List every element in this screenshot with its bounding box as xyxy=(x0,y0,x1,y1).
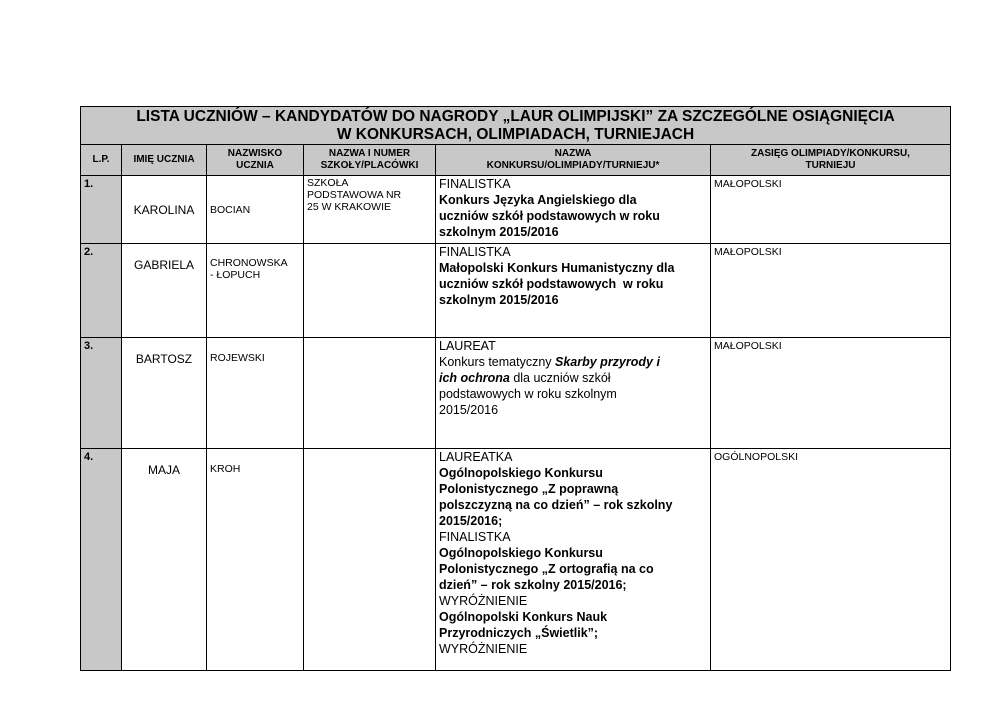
konkurs-line: 2015/2016 xyxy=(439,403,499,417)
row-szkola xyxy=(304,449,436,671)
table-row xyxy=(81,338,951,449)
konkurs-line: podstawowych w roku szkolnym xyxy=(439,387,617,401)
row-szkola xyxy=(304,176,436,244)
row-konkurs xyxy=(436,244,711,338)
header-zasieg-l1: ZASIĘG OLIMPIADY/KONKURSU, xyxy=(751,148,910,159)
row-lp: 1. xyxy=(81,176,122,244)
row-imie: GABRIELA xyxy=(122,244,207,338)
title-line-2: W KONKURSACH, OLIMPIADACH, TURNIEJACH xyxy=(336,126,695,143)
row-lp: 3. xyxy=(81,338,122,449)
row-nazwisko: ROJEWSKI xyxy=(207,338,304,449)
row-zasieg: MAŁOPOLSKI xyxy=(711,338,951,449)
table-row xyxy=(81,244,951,338)
header-nazwisko-l1: NAZWISKO xyxy=(227,148,283,159)
konkurs-line: szkolnym 2015/2016 xyxy=(439,225,559,239)
konkurs-title-italic: Skarby przyrody i xyxy=(555,355,660,369)
row-szkola-l3: 25 W KRAKOWIE xyxy=(307,201,392,213)
header-nazwisko xyxy=(207,145,304,176)
header-szkola xyxy=(304,145,436,176)
konkurs-status: FINALISTKA xyxy=(439,177,511,191)
row-konkurs xyxy=(436,449,711,671)
konkurs-line: Ogólnopolskiego Konkursu xyxy=(439,466,603,480)
row-lp: 2. xyxy=(81,244,122,338)
konkurs-line: Ogólnopolski Konkurs Nauk xyxy=(439,610,608,624)
candidates-table xyxy=(80,106,951,671)
row-nazwisko: BOCIAN xyxy=(207,176,304,244)
konkurs-status: LAUREAT xyxy=(439,339,496,353)
row-imie: KAROLINA xyxy=(122,176,207,244)
row-nazwisko: KROH xyxy=(207,449,304,671)
row-zasieg: MAŁOPOLSKI xyxy=(711,176,951,244)
konkurs-text: Konkurs tematyczny xyxy=(439,355,556,369)
konkurs-line: Ogólnopolskiego Konkursu xyxy=(439,546,603,560)
konkurs-line: Przyrodniczych „Świetlik”; xyxy=(439,626,599,640)
title-line-1: LISTA UCZNIÓW – KANDYDATÓW DO NAGRODY „LAUR OLIMPIJSKI” ZA SZCZEGÓLNE OSIĄGNIĘCIA xyxy=(136,108,895,125)
row-zasieg: MAŁOPOLSKI xyxy=(711,244,951,338)
header-zasieg xyxy=(711,145,951,176)
row-szkola xyxy=(304,338,436,449)
konkurs-title-italic: ich ochrona xyxy=(439,371,510,385)
row-imie: BARTOSZ xyxy=(122,338,207,449)
table-title xyxy=(81,107,951,145)
konkurs-status: FINALISTKA xyxy=(439,530,511,544)
konkurs-line: 2015/2016; xyxy=(439,514,503,528)
row-imie: MAJA xyxy=(122,449,207,671)
header-zasieg-l2: TURNIEJU xyxy=(805,160,856,171)
row-nazwisko-l1: CHRONOWSKA xyxy=(210,257,288,269)
header-konkurs-l2: KONKURSU/OLIMPIADY/TURNIEJU* xyxy=(486,160,660,171)
konkurs-status: WYRÓŻNIENIE xyxy=(439,642,528,656)
konkurs-status: WYRÓŻNIENIE xyxy=(439,594,528,608)
header-szkola-l2: SZKOŁY/PLACÓWKI xyxy=(320,160,419,171)
konkurs-line: Małopolski Konkurs Humanistyczny dla xyxy=(439,261,675,275)
konkurs-line: dzień” – rok szkolny 2015/2016; xyxy=(439,578,627,592)
konkurs-line: uczniów szkół podstawowych w roku xyxy=(439,277,664,291)
table-row xyxy=(81,449,951,671)
konkurs-line xyxy=(439,370,707,386)
header-imie: IMIĘ UCZNIA xyxy=(122,145,207,176)
table-row xyxy=(81,176,951,244)
row-szkola xyxy=(304,244,436,338)
konkurs-line: szkolnym 2015/2016 xyxy=(439,293,559,307)
header-szkola-l1: NAZWA I NUMER xyxy=(328,148,411,159)
konkurs-line: uczniów szkół podstawowych w roku xyxy=(439,209,660,223)
konkurs-status: LAUREATKA xyxy=(439,450,513,464)
header-nazwisko-l2: UCZNIA xyxy=(236,160,274,171)
row-lp: 4. xyxy=(81,449,122,671)
konkurs-text: dla uczniów szkół xyxy=(509,371,611,385)
row-zasieg: OGÓLNOPOLSKI xyxy=(711,449,951,671)
row-konkurs xyxy=(436,176,711,244)
header-konkurs-l1: NAZWA xyxy=(554,148,592,159)
row-nazwisko xyxy=(207,244,304,338)
row-szkola-l2: PODSTAWOWA NR xyxy=(307,189,402,201)
konkurs-line xyxy=(439,354,707,370)
row-szkola-l1: SZKOŁA xyxy=(307,177,349,189)
konkurs-line: Konkurs Języka Angielskiego dla xyxy=(439,193,637,207)
header-row xyxy=(81,145,951,176)
header-lp: L.P. xyxy=(81,145,122,176)
row-konkurs xyxy=(436,338,711,449)
row-nazwisko-l2: - ŁOPUCH xyxy=(210,269,261,281)
header-konkurs xyxy=(436,145,711,176)
konkurs-status: FINALISTKA xyxy=(439,245,511,259)
konkurs-line: polszczyzną na co dzień” – rok szkolny xyxy=(439,498,673,512)
konkurs-line: Polonistycznego „Z poprawną xyxy=(439,482,619,496)
konkurs-line: Polonistycznego „Z ortografią na co xyxy=(439,562,654,576)
